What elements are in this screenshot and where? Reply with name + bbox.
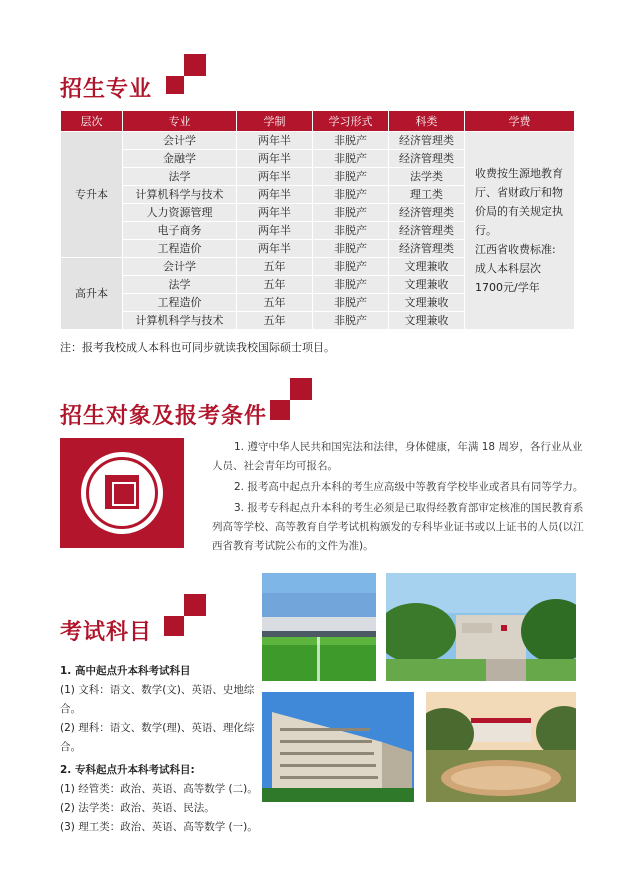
- mode-cell: 非脱产: [313, 132, 389, 150]
- section-title-exam: 考试科目: [60, 620, 153, 645]
- duration-cell: 五年: [237, 258, 313, 276]
- exam-item: (1) 文科：语文、数学(文)、英语、史地综合。: [60, 684, 255, 715]
- header-category: 科类: [389, 111, 465, 132]
- major-cell: 金融学: [123, 150, 237, 168]
- condition-item: 2. 报考高中起点升本科的考生应高级中等教育学校毕业或者具有同等学力。: [234, 481, 584, 493]
- duration-cell: 五年: [237, 312, 313, 330]
- school-seal-logo: [60, 438, 184, 548]
- mode-cell: 非脱产: [313, 294, 389, 312]
- duration-cell: 两年半: [237, 240, 313, 258]
- mode-cell: 非脱产: [313, 258, 389, 276]
- conditions-text: [212, 438, 592, 558]
- mode-cell: 非脱产: [313, 276, 389, 294]
- header-study-mode: 学习形式: [313, 111, 389, 132]
- majors-table: [60, 110, 575, 330]
- duration-cell: 两年半: [237, 132, 313, 150]
- duration-cell: 两年半: [237, 150, 313, 168]
- section-title-majors: 招生专业: [60, 77, 153, 102]
- major-cell: 工程造价: [123, 240, 237, 258]
- table-note: 注：报考我校成人本科也可同步就读我校国际硕士项目。: [60, 341, 335, 354]
- exam-item: (3) 理工类：政治、英语、高等数学 (一)。: [60, 821, 258, 833]
- title-decoration: [166, 54, 208, 98]
- major-cell: 电子商务: [123, 222, 237, 240]
- exam-item: (1) 经管类：政治、英语、高等数学 (二)。: [60, 783, 258, 795]
- category-cell: 经济管理类: [389, 240, 465, 258]
- fee-line: 江西省收费标准:成人本科层次1700元/学年: [475, 243, 556, 294]
- mode-cell: 非脱产: [313, 222, 389, 240]
- category-cell: 文理兼收: [389, 312, 465, 330]
- mode-cell: 非脱产: [313, 204, 389, 222]
- header-major: 专业: [123, 111, 237, 132]
- category-cell: 文理兼收: [389, 276, 465, 294]
- table-header-row: [61, 111, 575, 132]
- photo-campus-building: [386, 573, 576, 681]
- header-duration: 学制: [237, 111, 313, 132]
- photo-lake-campus: [426, 692, 576, 802]
- section-title-conditions: 招生对象及报考条件: [60, 404, 268, 429]
- header-level: 层次: [61, 111, 123, 132]
- level-cell: 专升本: [61, 132, 123, 258]
- fee-line: 收费按生源地教育厅、省财政厅和物价局的有关规定执行。: [475, 167, 563, 237]
- mode-cell: 非脱产: [313, 168, 389, 186]
- category-cell: 文理兼收: [389, 294, 465, 312]
- condition-item: 1. 遵守中华人民共和国宪法和法律，身体健康，年满 18 周岁，各行业从业人员、社会青年均可报名。: [212, 441, 583, 472]
- level-cell: 高升本: [61, 258, 123, 330]
- category-cell: 经济管理类: [389, 132, 465, 150]
- major-cell: 会计学: [123, 258, 237, 276]
- exam-subjects: [60, 662, 260, 837]
- major-cell: 计算机科学与技术: [123, 186, 237, 204]
- header-fee: 学费: [465, 111, 575, 132]
- major-cell: 工程造价: [123, 294, 237, 312]
- title-decoration: [270, 378, 314, 422]
- mode-cell: 非脱产: [313, 186, 389, 204]
- exam-group-heading: 2. 专科起点升本科考试科目:: [60, 764, 195, 776]
- table-row: [61, 132, 575, 150]
- seal-emblem: [81, 452, 163, 534]
- category-cell: 经济管理类: [389, 204, 465, 222]
- category-cell: 经济管理类: [389, 222, 465, 240]
- duration-cell: 两年半: [237, 204, 313, 222]
- category-cell: 文理兼收: [389, 258, 465, 276]
- exam-group-heading: 1. 高中起点升本科考试科目: [60, 665, 191, 677]
- duration-cell: 两年半: [237, 186, 313, 204]
- photo-dormitory: [262, 692, 414, 802]
- major-cell: 法学: [123, 276, 237, 294]
- exam-item: (2) 理科：语文、数学(理)、英语、理化综合。: [60, 722, 255, 753]
- mode-cell: 非脱产: [313, 312, 389, 330]
- major-cell: 法学: [123, 168, 237, 186]
- photo-sports-field: [262, 573, 376, 681]
- major-cell: 会计学: [123, 132, 237, 150]
- duration-cell: 五年: [237, 276, 313, 294]
- exam-item: (2) 法学类：政治、英语、民法。: [60, 802, 215, 814]
- duration-cell: 五年: [237, 294, 313, 312]
- category-cell: 理工类: [389, 186, 465, 204]
- title-decoration: [164, 594, 206, 638]
- category-cell: 法学类: [389, 168, 465, 186]
- major-cell: 人力资源管理: [123, 204, 237, 222]
- fee-cell: [465, 132, 575, 330]
- duration-cell: 两年半: [237, 222, 313, 240]
- duration-cell: 两年半: [237, 168, 313, 186]
- major-cell: 计算机科学与技术: [123, 312, 237, 330]
- condition-item: 3. 报考专科起点升本科的考生必须是已取得经教育部审定核准的国民教育系列高等学校、高等教育自学考试机构颁发的专科毕业证书或以上证书的人员(以江西省教育考试院公布的文件为准)。: [212, 502, 584, 552]
- mode-cell: 非脱产: [313, 150, 389, 168]
- mode-cell: 非脱产: [313, 240, 389, 258]
- category-cell: 经济管理类: [389, 150, 465, 168]
